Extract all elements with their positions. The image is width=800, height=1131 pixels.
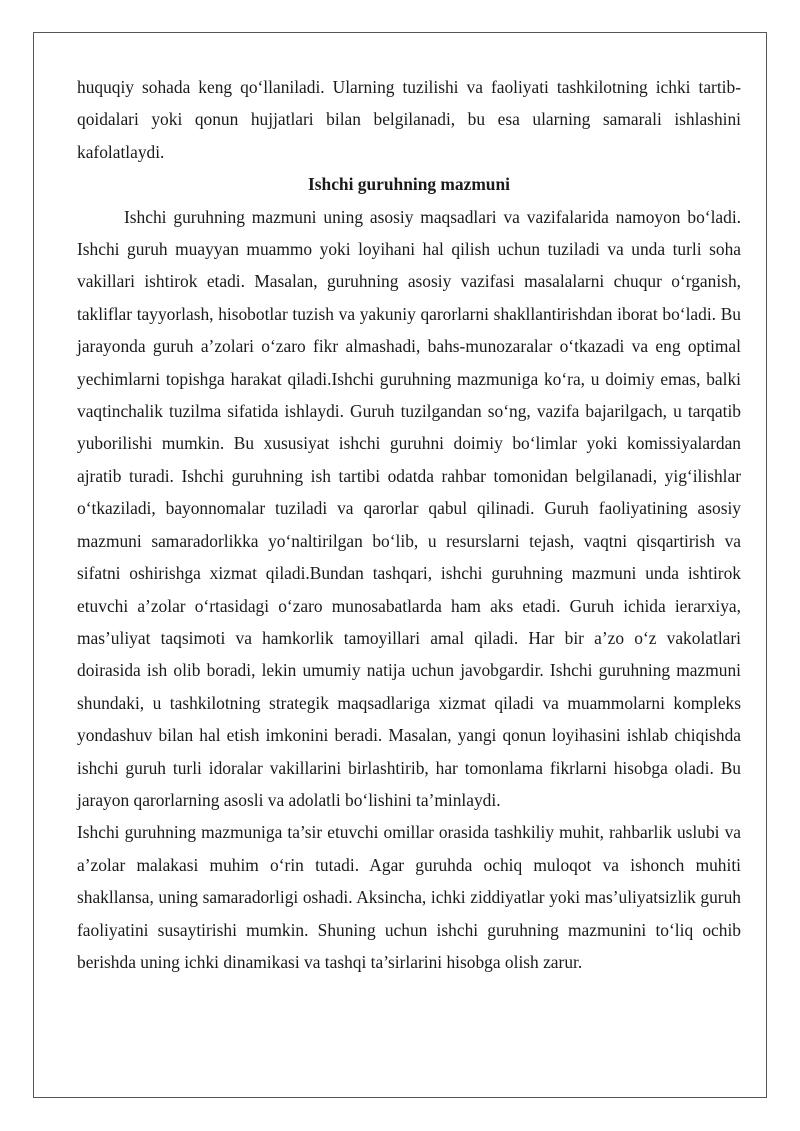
main-paragraph: Ishchi guruhning mazmuni uning asosiy maqsadlari va vazifalarida namoyon bo‘ladi. Ishchi guruh muayyan muammo yoki loyihani hal qilish uchun tuziladi va unda turli soha vakillari ishtirok etadi. Masalan, guruhning asosiy vazifasi masalalarni chuqur o‘rganish, takliflar tayyorlash, hisobotlar tuzish va yakuniy qarorlarni shakllantirishdan iborat bo‘ladi. Bu jarayonda guruh a’zolari o‘zaro fikr almashadi, bahs-munozaralar o‘tkazadi va eng optimal yechimlarni topishga harakat qiladi.Ishchi guruhning mazmuniga ko‘ra, u doimiy emas, balki vaqtinchalik tuzilma sifatida ishlaydi. Guruh tuzilgandan so‘ng, vazifa bajarilgach, u tarqatib yuborilishi mumkin. Bu xususiyat ishchi guruhni doimiy bo‘limlar yoki komissiyalardan ajratib turadi. Ishchi guruhning ish tartibi odatda rahbar tomonidan belgilanadi, yig‘ilishlar o‘tkaziladi, bayonnomalar tuziladi va qarorlar qabul qilinadi. Guruh faoliyatining asosiy mazmuni samaradorlikka yo‘naltirilgan bo‘lib, u resurslarni tejash, vaqtni qisqartirish va sifatni oshirishga xizmat qiladi.Bundan tashqari, ishchi guruhning mazmuni unda ishtirok etuvchi a’zolar o‘rtasidagi o‘zaro munosabatlarda ham aks etadi. Guruh ichida ierarxiya, mas’uliyat taqsimoti va hamkorlik tamoyillari amal qiladi. Har bir a’zo o‘z vakolatlari doirasida ish olib boradi, lekin umumiy natija uchun javobgardir. Ishchi guruhning mazmuni shundaki, u tashkilotning strategik maqsadlariga xizmat qiladi va muammolarni kompleks yondashuv bilan hal etish imkonini beradi. Masalan, yangi qonun loyihasini ishlab chiqishda ishchi guruh turli idoralar vakillarini birlashtirib, har tomonlama fikrlarni hisobga oladi. Bu jarayon qarorlarning asosli va adolatli bo‘lishini ta’minlaydi. [77,206,741,810]
final-paragraph: Ishchi guruhning mazmuniga ta’sir etuvchi omillar orasida tashkiliy muhit, rahbarlik uslubi va a’zolar malakasi muhim o‘rin tutadi. Agar guruhda ochiq muloqot va ishonch muhiti shakllansa, uning samaradorligi oshadi. Aksincha, ichki ziddiyatlar yoki mas’uliyatsizlik guruh faoliyatini susaytirishi mumkin. Shuning uchun ishchi guruhning mazmunini to‘liq ochib berishda uning ichki dinamikasi va tashqi ta’sirlarini hisobga olish zarur. [77,822,741,972]
document-body [77,71,741,978]
section-heading: Ishchi guruhning mazmuni [308,174,510,195]
intro-paragraph: huquqiy sohada keng qo‘llaniladi. Ularning tuzilishi va faoliyati tashkilotning ichki tartib-qoidalari yoki qonun hujjatlari bilan belgilanadi, bu esa ularning samarali ishlashini kafolatlaydi. [77,77,741,162]
